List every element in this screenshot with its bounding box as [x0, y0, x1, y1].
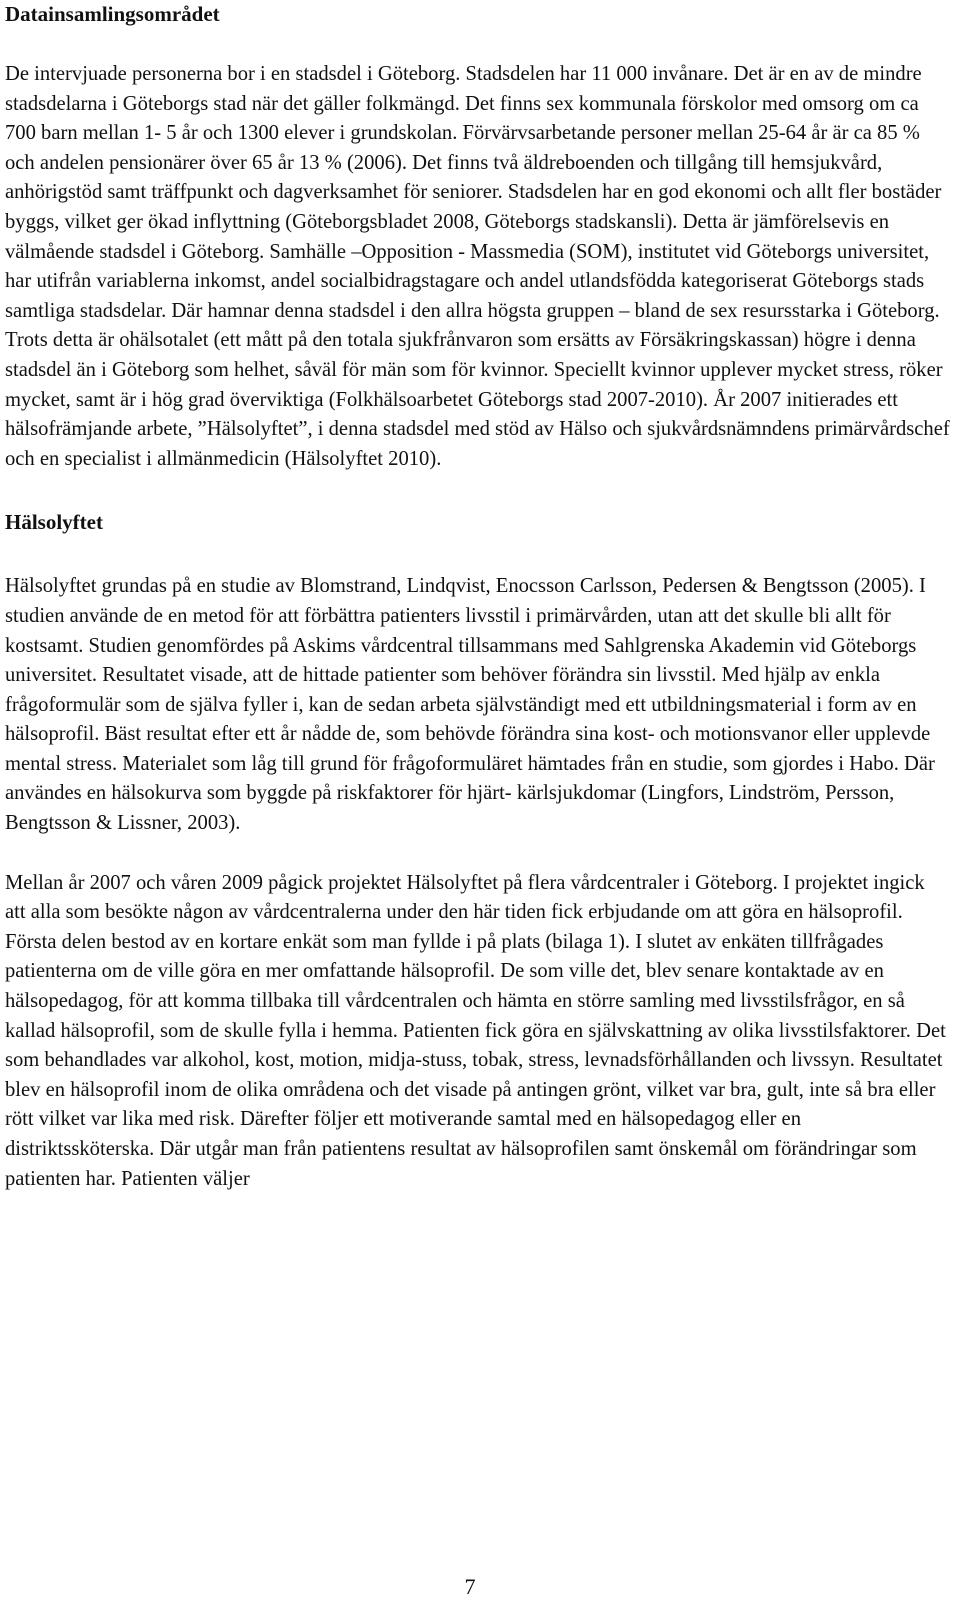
section-heading-datainsamlingsomradet: Datainsamlingsområdet [5, 2, 220, 26]
paragraph-datainsamlingsomradet: De intervjuade personerna bor i en stadsdel i Göteborg. Stadsdelen har 11 000 invånare. Det är en av de mindre stadsdelarna i Göteborgs stad när det gäller folkmängd. Det finns sex kommunala förskolor med omsorg om ca 700 barn mellan 1- 5 år och 1300 elever i grundskolan. Förvärvsarbetande personer mellan 25-64 år är ca 85 % och andelen pensionärer över 65 år 13 % (2006). Det finns två äldreboenden och tillgång till hemsjukvård, anhörigstöd samt träffpunkt och dagverksamhet för seniorer. Stadsdelen har en god ekonomi och allt fler bostäder byggs, vilket ger ökad inflyttning (Göteborgsbladet 2008, Göteborgs stadskansli). Detta är jämförelsevis en välmående stadsdel i Göteborg. Samhälle –Opposition - Massmedia (SOM), institutet vid Göteborgs universitet, har utifrån variablerna inkomst, andel socialbidragstagare och andel utlandsfödda kategoriserat Göteborgs stads samtliga stadsdelar. Där hamnar denna stadsdel i den allra högsta gruppen – bland de sex resursstarka i Göteborg. Trots detta är ohälsotalet (ett mått på den totala sjukfrånvaron som ersätts av Försäkringskassan) högre i denna stadsdel än i Göteborg som helhet, såväl för män som för kvinnor. Speciellt kvinnor upplever mycket stress, röker mycket, samt är i hög grad överviktiga (Folkhälsoarbetet Göteborgs stad 2007-2010). År 2007 initierades ett hälsofrämjande arbete, ”Hälsolyftet”, i denna stadsdel med stöd av Hälso och sjukvårdsnämndens primärvårdschef och en specialist i allmänmedicin (Hälsolyftet 2010). [5, 63, 950, 470]
page-number: 7 [464, 1574, 476, 1599]
document-body [5, 0, 950, 1194]
paragraph-halsolyftet-2: Mellan år 2007 och våren 2009 pågick projektet Hälsolyftet på flera vårdcentraler i Göteborg. I projektet ingick att alla som besökte någon av vårdcentralerna under den här tiden fick erbjudande om att göra en hälsoprofil. Första delen bestod av en kortare enkät som man fyllde i på plats (bilaga 1). I slutet av enkäten tillfrågades patienterna om de ville göra en mer omfattande hälsoprofil. De som ville det, blev senare kontaktade av en hälsopedagog, för att komma tillbaka till vårdcentralen och hämta en större samling med livsstilsfrågor, en så kallad hälsoprofil, som de skulle fylla i hemma. Patienten fick göra en självskattning av olika livsstilsfaktorer. Det som behandlades var alkohol, kost, motion, midja-stuss, tobak, stress, levnadsförhållanden och livssyn. Resultatet blev en hälsoprofil inom de olika områdena och det visade på antingen grönt, vilket var bra, gult, inte så bra eller rött vilket var lika med risk. Därefter följer ett motiverande samtal med en hälsopedagog eller en distriktssköterska. Där utgår man från patientens resultat av hälsoprofilen samt önskemål om förändringar som patienten har. Patienten väljer [5, 871, 946, 1190]
paragraph-halsolyftet-1: Hälsolyftet grundas på en studie av Blomstrand, Lindqvist, Enocsson Carlsson, Pedersen & Bengtsson (2005). I studien använde de en metod för att förbättra patienters livsstil i primärvården, utan att det skulle bli allt för kostsamt. Studien genomfördes på Askims vårdcentral tillsammans med Sahlgrenska Akademin vid Göteborgs universitet. Resultatet visade, att de hittade patienter som behöver förändra sin livsstil. Med hjälp av enkla frågoformulär som de själva fyller i, kan de sedan arbeta självständigt med ett utbildningsmaterial i form av en hälsoprofil. Bäst resultat efter ett år nådde de, som behövde förändra sina kost- och motionsvanor eller upplevde mental stress. Materialet som låg till grund för frågoformuläret hämtades från en studie, som gjordes i Habo. Där användes en hälsokurva som byggde på riskfaktorer för hjärt- kärlsjukdomar (Lingfors, Lindström, Persson, Bengtsson & Lissner, 2003). [5, 575, 935, 835]
section-heading-halsolyftet: Hälsolyftet [5, 510, 103, 535]
